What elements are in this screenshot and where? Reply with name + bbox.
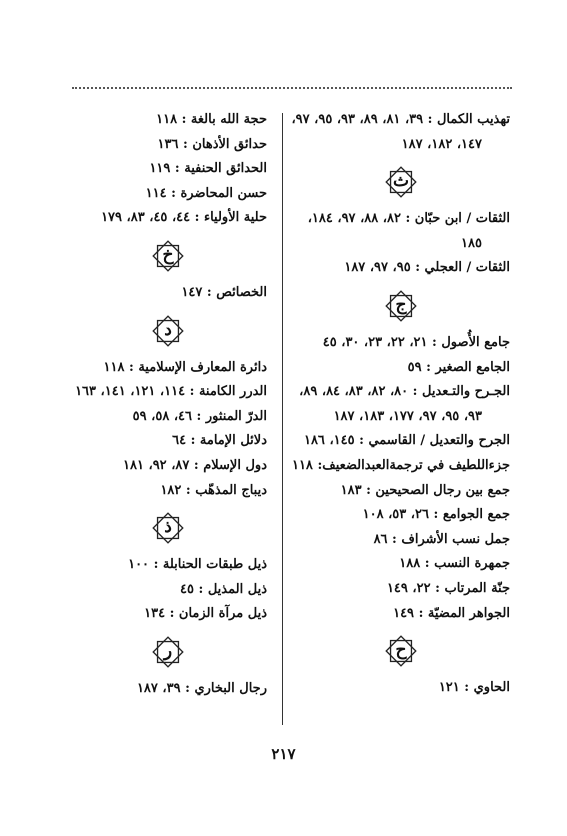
index-entry: جمع الجوامع : ٢٦، ٥٣، ١٠٨ bbox=[362, 507, 510, 523]
index-entry: دلائل الإمامة : ٦٤ bbox=[172, 433, 267, 449]
index-entry: جمهرة النسب : ١٨٨ bbox=[399, 556, 510, 572]
section-letter: ر bbox=[163, 640, 173, 661]
index-entry: جمل نسب الأشراف : ٨٦ bbox=[373, 531, 510, 547]
index-entry: الخصائص : ١٤٧ bbox=[181, 284, 267, 300]
index-entry: الجواهر المضيّة : ١٤٩ bbox=[393, 605, 510, 621]
section-emblem-row bbox=[67, 231, 267, 281]
index-entry: حسن المحاضرة : ١١٤ bbox=[145, 185, 267, 201]
top-dotted-rule bbox=[72, 87, 512, 89]
index-entry: جمع بين رجال الصحيحين : ١٨٣ bbox=[340, 482, 510, 498]
index-entry: جنّة المرتاب : ٢٢، ١٤٩ bbox=[386, 580, 510, 596]
index-entry-continuation: ٩٣، ٩٥، ٩٧، ١٧٧، ١٨٣، ١٨٧ bbox=[333, 408, 482, 424]
section-letter: ذ bbox=[164, 517, 172, 538]
left-column bbox=[67, 108, 267, 702]
section-emblem-row bbox=[67, 503, 267, 553]
section-letter: د bbox=[164, 319, 172, 340]
index-entry: ذيل المذيل : ٤٥ bbox=[180, 581, 267, 597]
index-entry: جامع الأُصول : ٢١، ٢٢، ٢٣، ٣٠، ٤٥ bbox=[322, 334, 510, 350]
index-entry: تهذيب الكمال : ٣٩، ٨١، ٨٩، ٩٣، ٩٥، ٩٧، bbox=[291, 112, 510, 127]
section-emblem-row bbox=[67, 627, 267, 677]
index-entry: الثقات / العجلي : ٩٥، ٩٧، ١٨٧ bbox=[344, 260, 510, 276]
index-entry: حجة الله بالغة : ١١٨ bbox=[156, 112, 267, 127]
index-entry: الحاوي : ١٢١ bbox=[438, 680, 510, 696]
section-letter-emblem bbox=[149, 237, 187, 275]
section-letter: خ bbox=[162, 244, 174, 265]
section-letter-emblem bbox=[149, 633, 187, 671]
section-letter-emblem bbox=[382, 163, 420, 201]
index-entry: الجامع الصغير : ٥٩ bbox=[407, 359, 510, 375]
index-entry: ديباج المذهّب : ١٨٢ bbox=[160, 482, 267, 498]
index-entry: الحدائق الحنفية : ١١٩ bbox=[149, 161, 267, 177]
column-divider bbox=[282, 113, 283, 725]
index-entry: الدرر الكامنة : ١١٤، ١٢١، ١٤١، ١٦٣ bbox=[75, 384, 267, 400]
index-entry-continuation: ١٤٧، ١٨٢، ١٨٧ bbox=[401, 136, 482, 152]
section-letter: ح bbox=[395, 640, 407, 661]
index-entry: دول الإسلام : ٨٧، ٩٢، ١٨١ bbox=[123, 457, 267, 473]
index-entry-continuation: ١٨٥ bbox=[461, 235, 482, 251]
index-entry: جزءاللطيف في ترجمةالعبدالضعيف: ١١٨ bbox=[291, 457, 510, 473]
index-entry: الدرّ المنثور : ٤٦، ٥٨، ٥٩ bbox=[132, 408, 267, 424]
section-letter-emblem bbox=[149, 312, 187, 350]
section-letter: ث bbox=[392, 171, 409, 192]
section-emblem-row bbox=[292, 626, 510, 676]
section-letter-emblem bbox=[382, 287, 420, 325]
index-entry: الثقات / ابن حبّان : ٨٢، ٨٨، ٩٧، ١٨٤، bbox=[307, 211, 510, 227]
index-entry: دائرة المعارف الإسلامية : ١١٨ bbox=[103, 359, 267, 375]
section-letter-emblem bbox=[382, 632, 420, 670]
index-entry: الجـرح والتـعديل : ٨٠، ٨٢، ٨٣، ٨٤، ٨٩، bbox=[299, 384, 510, 400]
section-letter-emblem bbox=[149, 509, 187, 547]
section-emblem-row bbox=[67, 306, 267, 356]
section-emblem-row bbox=[292, 157, 510, 207]
index-entry: حلية الأولياء : ٤٤، ٤٥، ٨٣، ١٧٩ bbox=[101, 210, 267, 226]
index-entry: ذيل طبقات الحنابلة : ١٠٠ bbox=[128, 557, 267, 573]
page-number: ٢١٧ bbox=[271, 745, 296, 763]
index-entry: رجال البخاري : ٣٩، ١٨٧ bbox=[136, 680, 267, 696]
index-entry: حدائق الأذهان : ١٣٦ bbox=[157, 136, 267, 152]
section-letter: ج bbox=[395, 294, 407, 315]
index-entry: الجرح والتعديل / القاسمي : ١٤٥، ١٨٦ bbox=[303, 433, 510, 449]
section-emblem-row bbox=[292, 281, 510, 331]
right-column bbox=[292, 108, 510, 701]
index-entry: ذيل مرآة الزمان : ١٣٤ bbox=[144, 606, 267, 622]
